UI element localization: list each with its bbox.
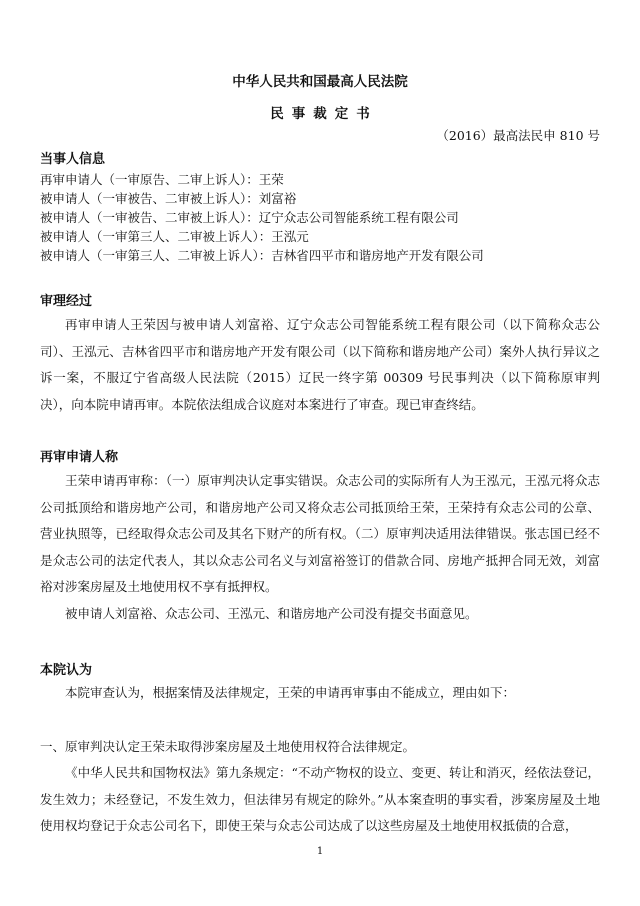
court-opinion-point-one: 一、原审判决认定王荣未取得涉案房屋及土地使用权符合法律规定。	[40, 739, 416, 754]
court-opinion-heading: 本院认为	[40, 663, 93, 678]
court-name: 中华人民共和国最高人民法院	[232, 74, 408, 90]
party-item: 被申请人（一审被告、二审被上诉人）：刘富裕	[40, 191, 297, 206]
party-item: 再审申请人（一审原告、二审上诉人）：王荣	[40, 172, 284, 187]
party-item: 被申请人（一审第三人、二审被上诉人）：王泓元	[40, 229, 309, 244]
party-list	[40, 170, 484, 265]
document-type-title: 民事裁定书	[270, 106, 378, 122]
case-number: （2016）最高法民申 810 号	[436, 128, 600, 143]
party-item: 被申请人（一审被告、二审被上诉人）：辽宁众志公司智能系统工程有限公司	[40, 210, 459, 225]
respondents-statement-paragraph: 被申请人刘富裕、众志公司、王泓元、和谐房地产公司没有提交书面意见。	[65, 606, 478, 621]
applicant-claims-heading: 再审申请人称	[40, 450, 119, 465]
court-opinion-intro: 本院审查认为，根据案情及法律规定，王荣的申请再审事由不能成立，理由如下：	[65, 685, 516, 700]
court-opinion-paragraph: 《中华人民共和国物权法》第九条规定：“不动产物权的设立、变更、转让和消灭，经依法登记，发生效力；未经登记，不发生效力，但法律另有规定的除外。”从本案查明的事实看，涉案房屋及土地使用权均登记于众志公司名下，即使王荣与众志公司达成了以这些房屋及土地使用权抵债的合意，	[40, 765, 600, 833]
trial-process-heading: 审理经过	[40, 294, 93, 309]
party-item: 被申请人（一审第三人、二审被上诉人）：吉林省四平市和谐房地产开发有限公司	[40, 248, 484, 263]
page-number: 1	[316, 846, 324, 857]
applicant-claims-paragraph: 王荣申请再审称：（一）原审判决认定事实错误。众志公司的实际所有人为王泓元，王泓元将众志公司抵顶给和谐房地产公司，和谐房地产公司又将众志公司抵顶给王荣，王荣持有众志公司的公章、营业执照等，已经取得众志公司及其名下财产的所有权。（二）原审判决适用法律错误。张志国已经不是众志公司的法定代表人，其以众志公司名义与刘富裕签订的借款合同、房地产抵押合同无效，刘富裕对涉案房屋及土地使用权不享有抵押权。	[40, 473, 600, 594]
parties-heading: 当事人信息	[40, 152, 106, 167]
trial-process-paragraph: 再审申请人王荣因与被申请人刘富裕、辽宁众志公司智能系统工程有限公司（以下简称众志公司）、王泓元、吉林省四平市和谐房地产开发有限公司（以下简称和谐房地产公司）案外人执行异议之诉一案，不服辽宁省高级人民法院（2015）辽民一终字第 00309 号民事判决（以下简称原审判决），向本院申请再审。本院依法组成合议庭对本案进行了审查。现已审查终结。	[40, 317, 600, 412]
